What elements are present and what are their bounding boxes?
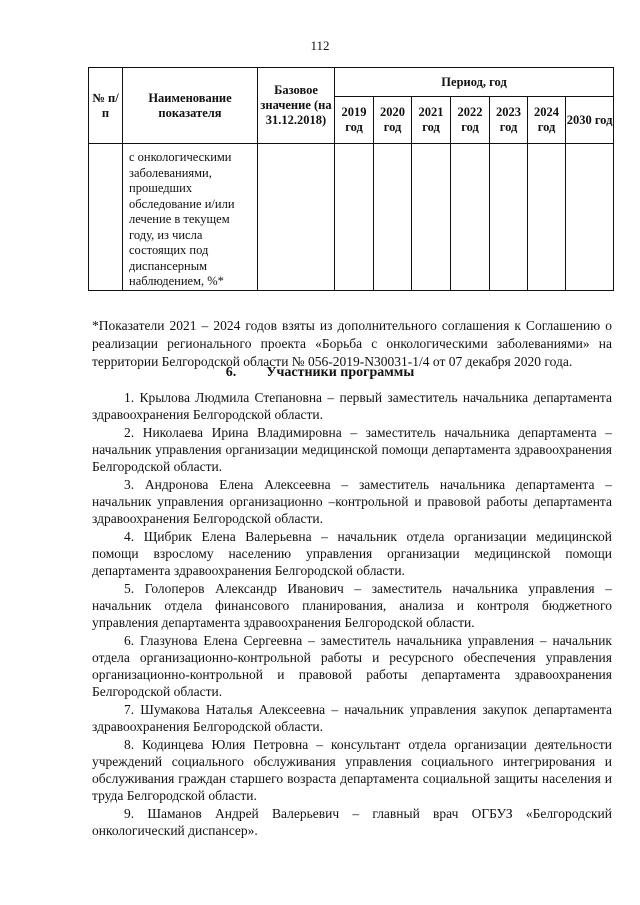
section-title: Участники программы: [266, 365, 415, 380]
section-number: 6.: [225, 365, 237, 380]
list-item: 3. Андронова Елена Алексеевна – заместитель начальника департамента – начальник управления организационно –контрольной и правовой работы департамента здравоохранения Белгородской области.: [92, 477, 612, 526]
list-item: 9. Шаманов Андрей Валерьевич – главный врач ОГБУЗ «Белгородский онкологический диспансер».: [92, 806, 612, 838]
header-year-2021: 2021 год: [412, 97, 451, 144]
list-item: 1. Крылова Людмила Степановна – первый заместитель начальника департамента здравоохранения Белгородской области.: [92, 390, 612, 422]
header-year-2022: 2022 год: [451, 97, 490, 144]
row-number: [89, 144, 123, 291]
list-item: 7. Шумакова Наталья Алексеевна – начальник управления закупок департамента здравоохранения Белгородской области.: [92, 702, 612, 734]
table-row: [89, 144, 614, 291]
header-year-2020: 2020 год: [374, 97, 412, 144]
list-item: 8. Кодинцева Юлия Петровна – консультант отдела организации деятельности учреждений социального обслуживания управления социального интегрирования и обслуживания граждан старшего возраста департамента социальной защиты населения и труда Белгородской области.: [92, 737, 612, 803]
header-year-2023: 2023 год: [490, 97, 528, 144]
indicators-table: [88, 67, 614, 291]
list-item: 5. Голоперов Александр Иванович – заместитель начальника управления – начальник отдела финансового планирования, анализа и контроля бюджетного управления департамента здравоохранения Белгородской области.: [92, 581, 612, 630]
header-base-value: Базовое значение (на 31.12.2018): [258, 68, 335, 144]
footnote: *Показатели 2021 – 2024 годов взяты из дополнительного соглашения к Соглашению о реализации регионального проекта «Борьба с онкологическими заболеваниями» на территории Белгородской области № 056-2019-N30031-1/4 от 07 декабря 2020 года.: [92, 317, 612, 369]
header-period: Период, год: [335, 68, 614, 97]
row-base-value: [258, 144, 335, 291]
row-value-2022: [451, 144, 490, 291]
header-year-2024: 2024 год: [528, 97, 566, 144]
header-year-2019: 2019 год: [335, 97, 374, 144]
row-name: с онкологическими заболеваниями, прошедших обследование и/или лечение в текущем году, из числа состоящих под диспансерным наблюдением, %*: [123, 144, 258, 291]
row-value-2023: [490, 144, 528, 291]
header-number: № п/п: [89, 68, 123, 144]
row-value-2021: [412, 144, 451, 291]
header-year-2030: 2030 год: [566, 97, 614, 144]
row-value-2020: [374, 144, 412, 291]
page-number: 112: [310, 38, 330, 53]
header-name: Наименование показателя: [123, 68, 258, 144]
list-item: 2. Николаева Ирина Владимировна – заместитель начальника департамента – начальник управления организации медицинской помощи департамента здравоохранения Белгородской области.: [92, 425, 612, 474]
list-item: 4. Щибрик Елена Валерьевна – начальник отдела организации медицинской помощи взрослому населению управления организации медицинской помощи департамента здравоохранения Белгородской области.: [92, 529, 612, 578]
list-item: 6. Глазунова Елена Сергеевна – заместитель начальника управления – начальник отдела организационно-контрольной работы и ресурсного обеспечения управления организационно-контрольной и правовой работы департамента здравоохранения Белгородской области.: [92, 633, 612, 699]
row-value-2024: [528, 144, 566, 291]
participants-list: [92, 389, 612, 839]
row-value-2019: [335, 144, 374, 291]
section-heading: [0, 365, 640, 381]
row-value-2030: [566, 144, 614, 291]
